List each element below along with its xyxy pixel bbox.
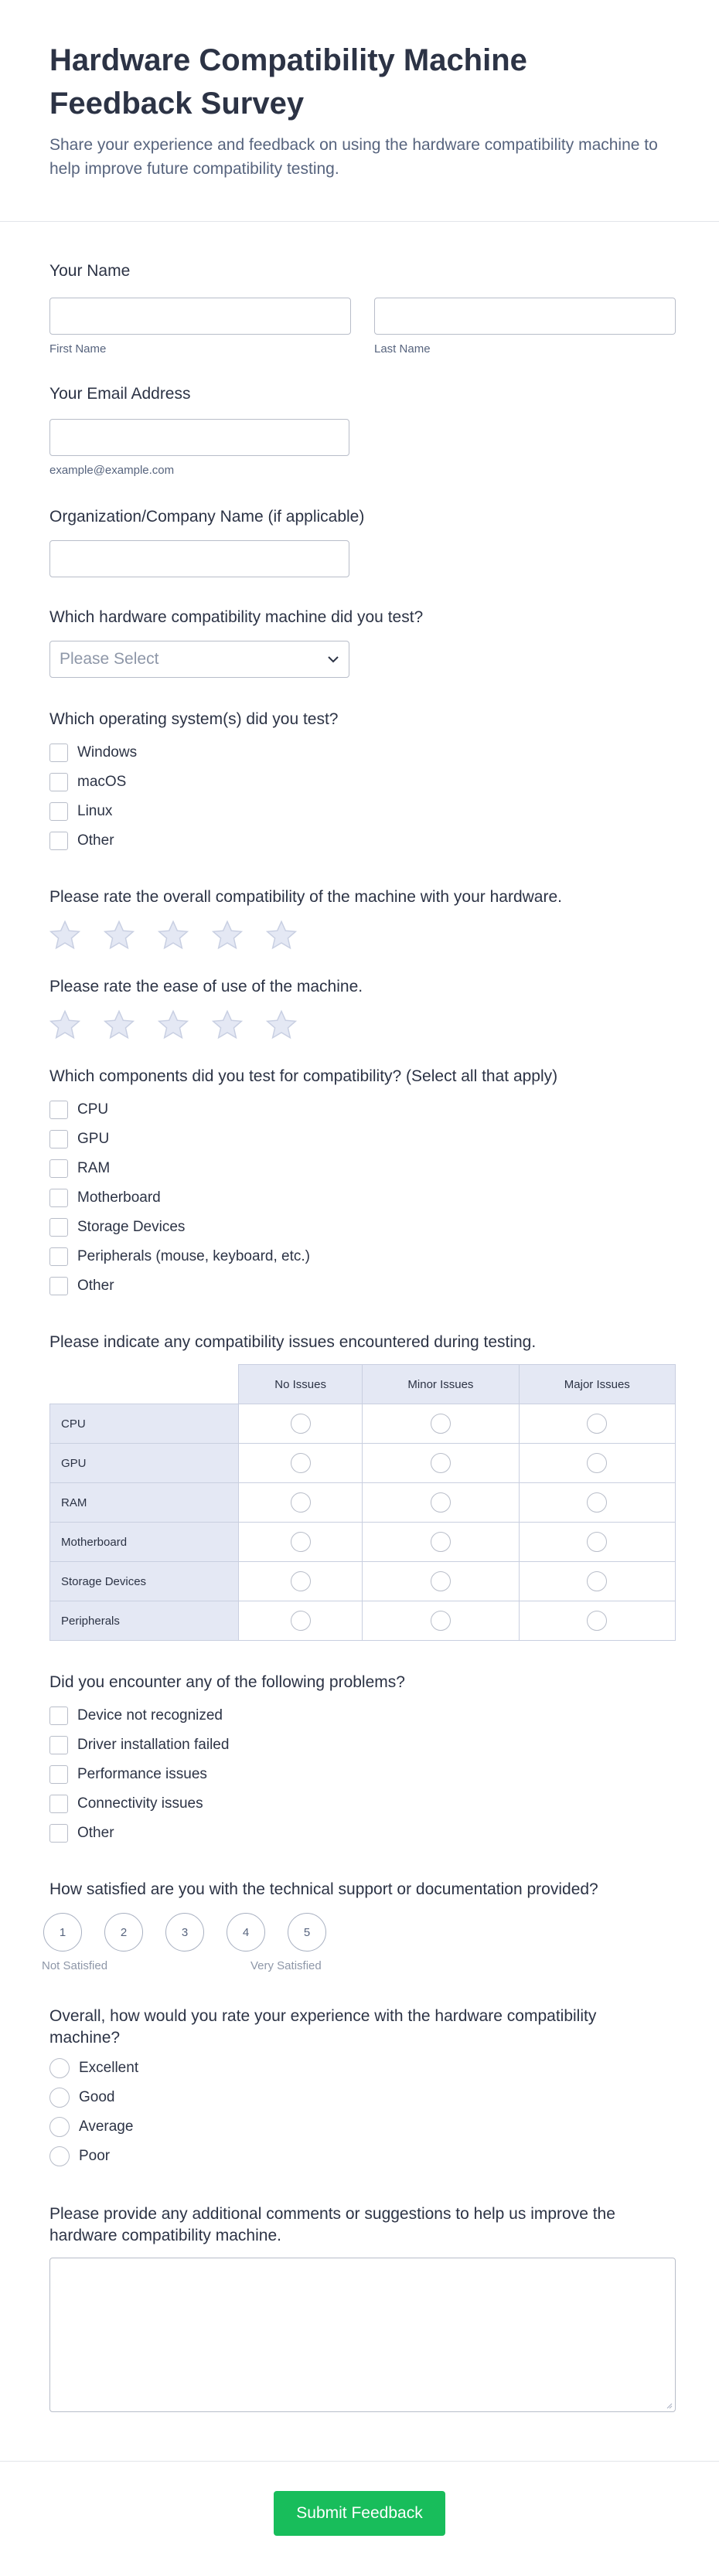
compat-star-rating [48, 919, 670, 953]
experience-option[interactable] [49, 2054, 670, 2083]
os-option-label: Other [77, 832, 114, 849]
machine-section [49, 607, 670, 678]
problem-option-label: Driver installation failed [77, 1737, 230, 1753]
experience-radio[interactable] [49, 2058, 70, 2078]
machine-label: Which hardware compatibility machine did you test? [49, 608, 424, 626]
problem-option-label: Connectivity issues [77, 1795, 203, 1812]
submit-button[interactable]: Submit Feedback [274, 2491, 445, 2536]
matrix-row-label: RAM [50, 1483, 239, 1523]
experience-option-label: Excellent [79, 2060, 139, 2076]
matrix-radio[interactable] [431, 1611, 451, 1631]
component-option-label: Other [77, 1278, 114, 1294]
problem-checkbox[interactable] [49, 1824, 68, 1843]
component-option[interactable] [49, 1213, 670, 1242]
component-option[interactable] [49, 1125, 670, 1154]
problem-option[interactable] [49, 1760, 670, 1789]
page-title: Hardware Compatibility Machine Feedback Survey [49, 43, 527, 121]
comments-textarea[interactable] [49, 2258, 676, 2412]
problem-option-label: Other [77, 1825, 114, 1841]
matrix-row [50, 1404, 676, 1444]
satisfaction-scale [43, 1913, 670, 1952]
problem-checkbox[interactable] [49, 1736, 68, 1754]
star-icon[interactable] [264, 919, 298, 953]
star-icon[interactable] [264, 1009, 298, 1043]
issues-matrix [49, 1364, 676, 1641]
issues-label: Please indicate any compatibility issues encountered during testing. [49, 1333, 537, 1351]
first-name-sublabel: First Name [49, 342, 107, 356]
problem-option[interactable] [49, 1730, 670, 1760]
component-option[interactable] [49, 1095, 670, 1125]
problems-section [49, 1672, 670, 1848]
matrix-radio[interactable] [291, 1532, 311, 1552]
os-option-label: Windows [77, 744, 138, 761]
component-option-label: Motherboard [77, 1189, 161, 1206]
component-checkbox[interactable] [49, 1159, 68, 1178]
scale-low-label: Not Satisfied [42, 1959, 108, 1972]
page-subtitle: Share your experience and feedback on using the hardware compatibility machine to help improve future compatibility testing. [49, 136, 658, 178]
star-icon[interactable] [48, 1009, 82, 1043]
ease-rating-label: Please rate the ease of use of the machine. [49, 978, 363, 995]
star-icon[interactable] [156, 1009, 190, 1043]
matrix-radio[interactable] [587, 1453, 607, 1473]
experience-radio[interactable] [49, 2146, 70, 2166]
os-option[interactable] [49, 797, 670, 826]
problems-label: Did you encounter any of the following problems? [49, 1673, 405, 1691]
issues-section [49, 1332, 670, 1641]
star-icon[interactable] [48, 919, 82, 953]
survey-form [0, 260, 719, 2412]
matrix-radio[interactable] [431, 1414, 451, 1434]
component-option-label: RAM [77, 1160, 111, 1176]
matrix-radio[interactable] [587, 1571, 607, 1591]
os-checkbox[interactable] [49, 744, 68, 762]
problem-option-label: Performance issues [77, 1766, 207, 1782]
problem-checkbox[interactable] [49, 1707, 68, 1725]
matrix-row-label: GPU [50, 1444, 239, 1483]
star-icon[interactable] [156, 919, 190, 953]
os-option[interactable] [49, 826, 670, 856]
problem-option[interactable] [49, 1701, 670, 1730]
matrix-radio[interactable] [587, 1611, 607, 1631]
scale-option[interactable]: 5 [288, 1913, 326, 1952]
experience-option-label: Average [79, 2118, 134, 2135]
matrix-radio[interactable] [291, 1414, 311, 1434]
component-checkbox[interactable] [49, 1247, 68, 1266]
star-icon[interactable] [102, 1009, 136, 1043]
organization-label: Organization/Company Name (if applicable) [49, 508, 365, 526]
component-checkbox[interactable] [49, 1101, 68, 1119]
comments-section [49, 2203, 670, 2412]
experience-label: Overall, how would you rate your experience with the hardware compatibility machine? [49, 2007, 597, 2047]
last-name-input[interactable] [374, 298, 676, 335]
star-icon[interactable] [210, 919, 244, 953]
experience-section [49, 2006, 670, 2171]
matrix-radio[interactable] [431, 1492, 451, 1513]
matrix-row [50, 1444, 676, 1483]
scale-option[interactable]: 4 [227, 1913, 265, 1952]
resize-handle-icon[interactable] [665, 2401, 673, 2409]
matrix-row [50, 1562, 676, 1601]
os-checkbox[interactable] [49, 773, 68, 791]
matrix-radio[interactable] [587, 1492, 607, 1513]
matrix-radio[interactable] [291, 1453, 311, 1473]
component-option-label: GPU [77, 1131, 110, 1147]
matrix-row-label: Motherboard [50, 1523, 239, 1562]
component-checkbox[interactable] [49, 1277, 68, 1295]
matrix-radio[interactable] [587, 1532, 607, 1552]
machine-select[interactable] [49, 641, 349, 678]
component-option-label: CPU [77, 1101, 109, 1118]
os-option-label: macOS [77, 774, 127, 790]
form-footer [0, 2461, 719, 2576]
component-option-label: Peripherals (mouse, keyboard, etc.) [77, 1248, 310, 1264]
component-checkbox[interactable] [49, 1218, 68, 1237]
matrix-row [50, 1601, 676, 1641]
last-name-sublabel: Last Name [374, 342, 431, 356]
name-label: Your Name [49, 262, 131, 280]
matrix-row [50, 1523, 676, 1562]
compat-rating-label: Please rate the overall compatibility of the machine with your hardware. [49, 888, 562, 906]
experience-option-label: Poor [79, 2148, 111, 2164]
matrix-radio[interactable] [431, 1453, 451, 1473]
email-label: Your Email Address [49, 385, 191, 403]
matrix-radio[interactable] [291, 1611, 311, 1631]
matrix-radio[interactable] [431, 1532, 451, 1552]
os-label: Which operating system(s) did you test? [49, 710, 339, 728]
os-checkbox[interactable] [49, 802, 68, 821]
email-section [49, 383, 670, 477]
components-label: Which components did you test for compatibility? (Select all that apply) [49, 1067, 558, 1085]
problem-option-label: Device not recognized [77, 1707, 223, 1724]
component-option[interactable] [49, 1271, 670, 1301]
component-option[interactable] [49, 1154, 670, 1183]
experience-option[interactable] [49, 2112, 670, 2142]
matrix-radio[interactable] [291, 1571, 311, 1591]
scale-labels [42, 1959, 670, 1975]
experience-radio[interactable] [49, 2088, 70, 2108]
scale-option[interactable]: 1 [43, 1913, 82, 1952]
compat-rating-section [49, 886, 670, 953]
ease-star-rating [48, 1009, 670, 1043]
ease-rating-section [49, 976, 670, 1043]
matrix-column-header: No Issues [239, 1365, 363, 1404]
matrix-radio[interactable] [291, 1492, 311, 1513]
components-section [49, 1066, 670, 1301]
problem-option[interactable] [49, 1789, 670, 1819]
scale-option[interactable]: 3 [165, 1913, 204, 1952]
experience-radio[interactable] [49, 2117, 70, 2137]
email-input[interactable] [49, 419, 349, 456]
matrix-column-header: Major Issues [519, 1365, 675, 1404]
organization-input[interactable] [49, 540, 349, 577]
experience-option[interactable] [49, 2083, 670, 2112]
os-option-label: Linux [77, 803, 113, 819]
os-option[interactable] [49, 767, 670, 797]
os-checkbox[interactable] [49, 832, 68, 850]
form-header [0, 0, 719, 222]
satisfaction-label: How satisfied are you with the technical support or documentation provided? [49, 1880, 598, 1898]
machine-select-placeholder: Please Select [60, 650, 159, 668]
comments-label: Please provide any additional comments or suggestions to help us improve the hardware compatibility machine. [49, 2205, 615, 2244]
problem-checkbox[interactable] [49, 1765, 68, 1784]
matrix-row-label: CPU [50, 1404, 239, 1444]
component-checkbox[interactable] [49, 1130, 68, 1148]
experience-option-label: Good [79, 2089, 115, 2105]
matrix-row-label: Peripherals [50, 1601, 239, 1641]
email-sublabel: example@example.com [49, 464, 175, 477]
component-option-label: Storage Devices [77, 1219, 186, 1235]
os-option[interactable] [49, 738, 670, 767]
component-option[interactable] [49, 1183, 670, 1213]
star-icon[interactable] [210, 1009, 244, 1043]
matrix-row [50, 1483, 676, 1523]
satisfaction-section [42, 1879, 670, 1975]
os-section [49, 709, 670, 856]
matrix-corner [50, 1365, 239, 1404]
matrix-row-label: Storage Devices [50, 1562, 239, 1601]
organization-section [49, 506, 670, 577]
star-icon[interactable] [102, 919, 136, 953]
problem-checkbox[interactable] [49, 1795, 68, 1813]
scale-high-label: Very Satisfied [250, 1959, 322, 1972]
problem-option[interactable] [49, 1819, 670, 1848]
scale-option[interactable]: 2 [104, 1913, 143, 1952]
chevron-down-icon [327, 655, 339, 663]
first-name-input[interactable] [49, 298, 351, 335]
matrix-radio[interactable] [587, 1414, 607, 1434]
component-checkbox[interactable] [49, 1189, 68, 1207]
experience-option[interactable] [49, 2142, 670, 2171]
name-section [49, 260, 670, 356]
component-option[interactable] [49, 1242, 670, 1271]
matrix-column-header: Minor Issues [363, 1365, 519, 1404]
matrix-radio[interactable] [431, 1571, 451, 1591]
